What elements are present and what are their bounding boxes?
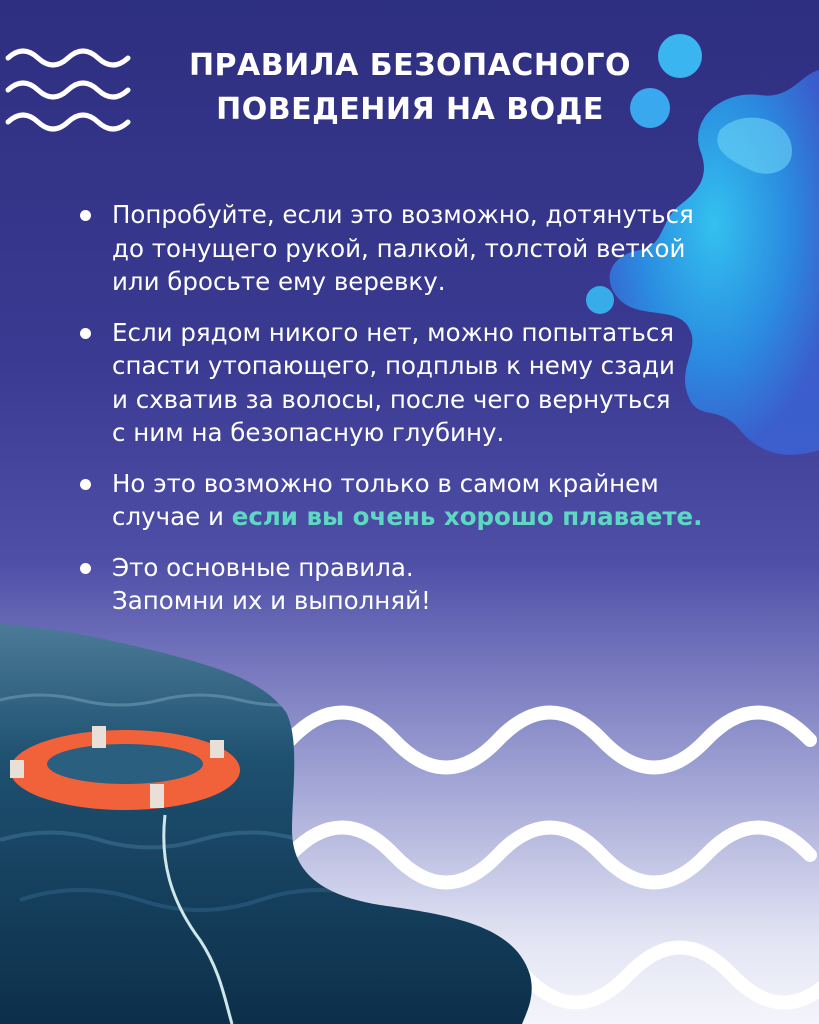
highlighted-text: если вы очень хорошо плаваете. xyxy=(231,502,703,531)
waves-icon xyxy=(8,51,128,129)
list-item xyxy=(74,198,754,299)
bullet-text: Но это возможно только в самом крайнем xyxy=(112,468,659,498)
bullet-text: Если рядом никого нет, можно попытаться xyxy=(112,317,675,347)
lifebuoy-photo xyxy=(0,620,560,1024)
title-line-2: ПОВЕДЕНИЯ НА ВОДЕ xyxy=(216,92,604,127)
bullet-text: Попробуйте, если это возможно, дотянуться xyxy=(112,200,694,229)
bullet-text: до тонущего рукой, палкой, толстой веткой xyxy=(112,233,686,263)
bullet-icon xyxy=(80,210,91,221)
list-item xyxy=(74,551,754,618)
bullet-text: Запомни их и выполняй! xyxy=(112,586,431,615)
bullet-text: спасти утопающего, подплыв к нему сзади xyxy=(112,351,675,380)
list-item xyxy=(74,316,754,450)
bullet-text: Это основные правила. xyxy=(112,552,414,582)
list-item xyxy=(74,467,754,534)
page-title xyxy=(150,44,670,132)
bullet-icon xyxy=(80,563,91,574)
title-line-1: ПРАВИЛА БЕЗОПАСНОГО xyxy=(188,48,632,83)
bullet-text: случае и xyxy=(112,502,232,531)
bullet-text-mixed xyxy=(112,500,754,534)
bullet-text: или бросьте ему веревку. xyxy=(112,267,446,296)
bullet-icon xyxy=(80,328,91,339)
bullet-icon xyxy=(80,479,91,490)
rules-list xyxy=(74,198,754,635)
bullet-text: и схватив за волосы, после чего вернуться xyxy=(112,384,671,414)
bullet-text: с ним на безопасную глубину. xyxy=(112,418,505,447)
